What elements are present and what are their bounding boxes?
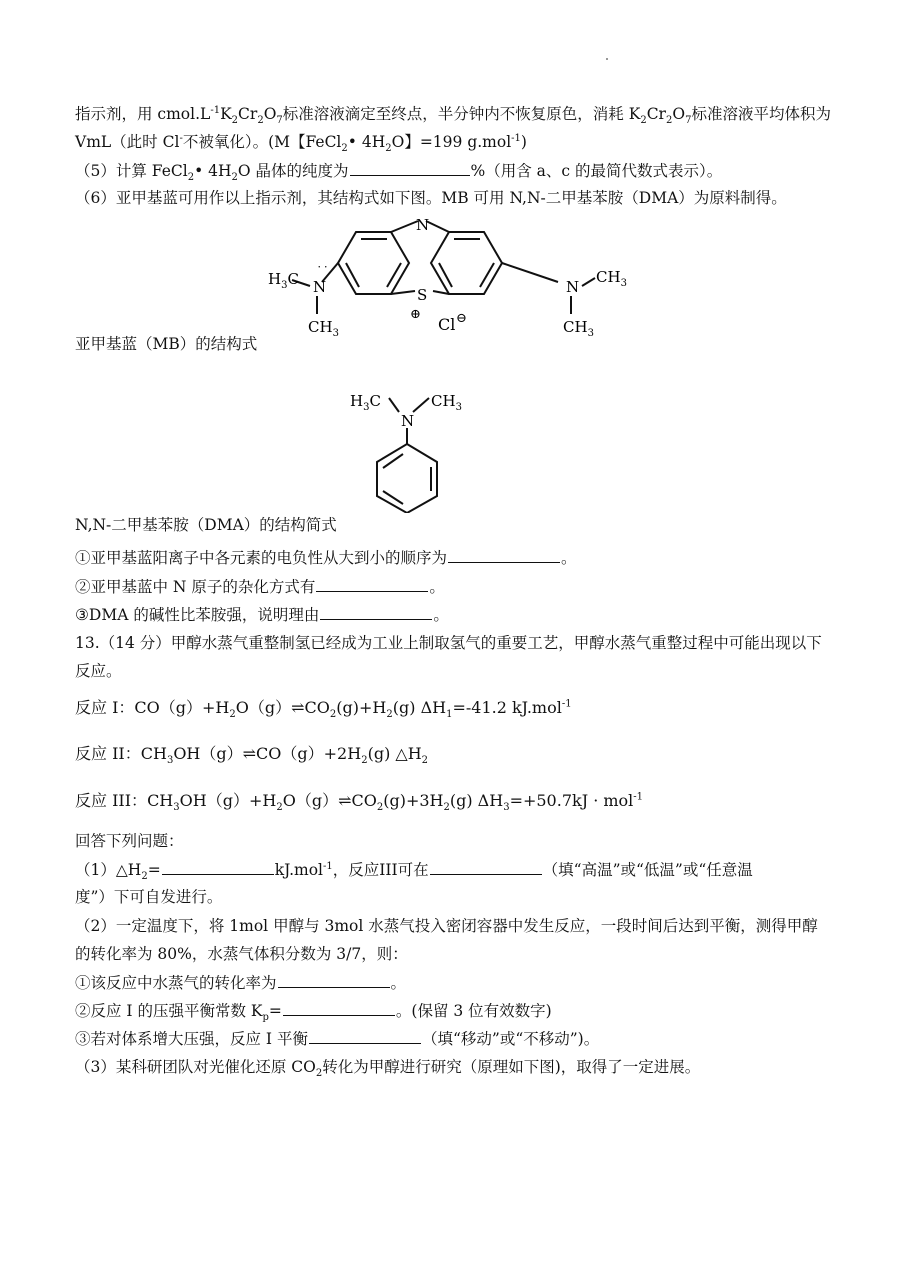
answer-blank-dh2[interactable] <box>162 858 274 875</box>
equilibrium-arrow: ⇌ <box>242 744 257 763</box>
methyl-left-1: $H_3C$ <box>268 270 299 291</box>
item-1: ①亚甲基蓝阳离子中各元素的电负性从大到小的顺序为 。 <box>75 546 577 569</box>
answer-blank-temperature[interactable] <box>430 858 542 875</box>
methyl-left-2: $CH_3$ <box>308 318 339 339</box>
q13-line-2: 反应。 <box>75 662 122 680</box>
answer-blank-equilibrium-shift[interactable] <box>309 1027 421 1044</box>
question-5: （5）计算 FeCl$_2$• $4H_2O$ 晶体的纯度为 %（用含 a、c 的最简代数式表示）。 <box>75 159 722 182</box>
answer-blank-purity[interactable] <box>350 159 470 176</box>
dma-atom-n: N <box>401 412 415 430</box>
item-2: ②亚甲基蓝中 N 原子的杂化方式有 。 <box>75 575 445 598</box>
charge-plus: ⊕ <box>410 307 421 322</box>
charge-minus: ⊖ <box>456 311 467 326</box>
equilibrium-arrow: ⇌ <box>291 698 305 717</box>
reaction-3: 反应 III：$CH_3OH(g)+H_2O(g)\rightleftharpoons CO_2(g)+3H_2(g) \Delta H_3=+50.7kJ \cdot mol^{-1}$ <box>75 791 644 814</box>
dma-structure <box>345 388 485 513</box>
answer-q1-line-1: $(1)\triangle H_2= kJ.mol^{-1}$，反应III可在 （填“高温”或“低温”或“任意温 <box>75 858 753 881</box>
dma-caption: N,N-二甲基苯胺（DMA）的结构简式 <box>75 516 337 534</box>
answer-blank-water-conversion[interactable] <box>278 971 390 988</box>
answer-q2-line-1: （2）一定温度下，将 1mol 甲醇与 3mol 水蒸气投入密闭容器中发生反应，一段时间后达到平衡，测得甲醇 <box>75 917 818 935</box>
methylene-blue-structure <box>260 218 640 343</box>
atom-s: S <box>417 286 428 304</box>
reaction-2: 反应 II：$CH_3OH(g)\rightleftharpoons CO(g)+2H_2(g)$ $\triangle H_2$ <box>75 744 429 767</box>
answer-q3: （3）某科研团队对光催化还原 $CO_2$转化为甲醇进行研究（原理如下图)，取得了一定进展。 <box>75 1058 701 1080</box>
text-line-2: VmL（此时 Cl-不被氧化）。(M【FeCl$_2$• $4H_2O$】=199 g.mol$^{-1}$) <box>75 132 527 155</box>
answer-blank-kp[interactable] <box>283 999 395 1016</box>
methyl-right-1: $CH_3$ <box>596 268 627 289</box>
equilibrium-arrow: ⇌ <box>338 791 352 810</box>
atom-cl: Cl <box>438 315 456 334</box>
scan-dot <box>606 58 608 60</box>
answer-q2-item-1: ①该反应中水蒸气的转化率为 。 <box>75 971 406 994</box>
answer-blank-reason[interactable] <box>320 603 432 620</box>
reaction-1: 反应 I：$CO(g)+H_2O(g)\rightleftharpoons CO_2(g)+H_2(g)$ $\Delta H_1=-41.2$ kJ.mol$^{-1}$ <box>75 698 572 721</box>
atom-n-top: N <box>416 218 430 234</box>
atom-n-left: N <box>313 278 327 296</box>
answer-q1-line-2: 度”）下可自发进行。 <box>75 888 223 906</box>
dma-methyl-1: $H_3C$ <box>350 392 381 413</box>
question-6: （6）亚甲基蓝可用作以上指示剂，其结构式如下图。MB 可用 N,N-二甲基苯胺（DMA）为原料制得。 <box>75 189 787 207</box>
text-line-1: 指示剂，用 $cmol.L^{-1}K_2Cr_2O_7$标准溶液滴定至终点，半分钟内不恢复原色，消耗 $K_2Cr_2O_7$标准溶液平均体积为 <box>75 104 831 127</box>
answer-blank-hybridization[interactable] <box>316 575 428 592</box>
answer-blank-electronegativity[interactable] <box>448 546 560 563</box>
answer-q2-item-3: ③若对体系增大压强，反应 I 平衡 （填“移动”或“不移动”)。 <box>75 1027 599 1050</box>
answer-intro: 回答下列问题： <box>75 832 184 850</box>
atom-n-right: N <box>566 278 580 296</box>
methyl-right-2: $CH_3$ <box>563 318 594 339</box>
item-3: ③DMA 的碱性比苯胺强，说明理由 。 <box>75 603 449 626</box>
lone-pair-dots: ˙˙ <box>316 265 329 280</box>
dma-methyl-2: $CH_3$ <box>431 392 462 413</box>
answer-q2-line-2: 的转化率为 80%，水蒸气体积分数为 3/7，则： <box>75 945 408 963</box>
mb-caption: 亚甲基蓝（MB）的结构式 <box>75 335 258 353</box>
answer-q2-item-2: ②反应 I 的压强平衡常数 $K_p=$ 。(保留 3 位有效数字) <box>75 999 552 1022</box>
q13-line-1: 13.（14 分）甲醇水蒸气重整制氢已经成为工业上制取氢气的重要工艺，甲醇水蒸气重整过程中可能出现以下 <box>75 634 822 652</box>
